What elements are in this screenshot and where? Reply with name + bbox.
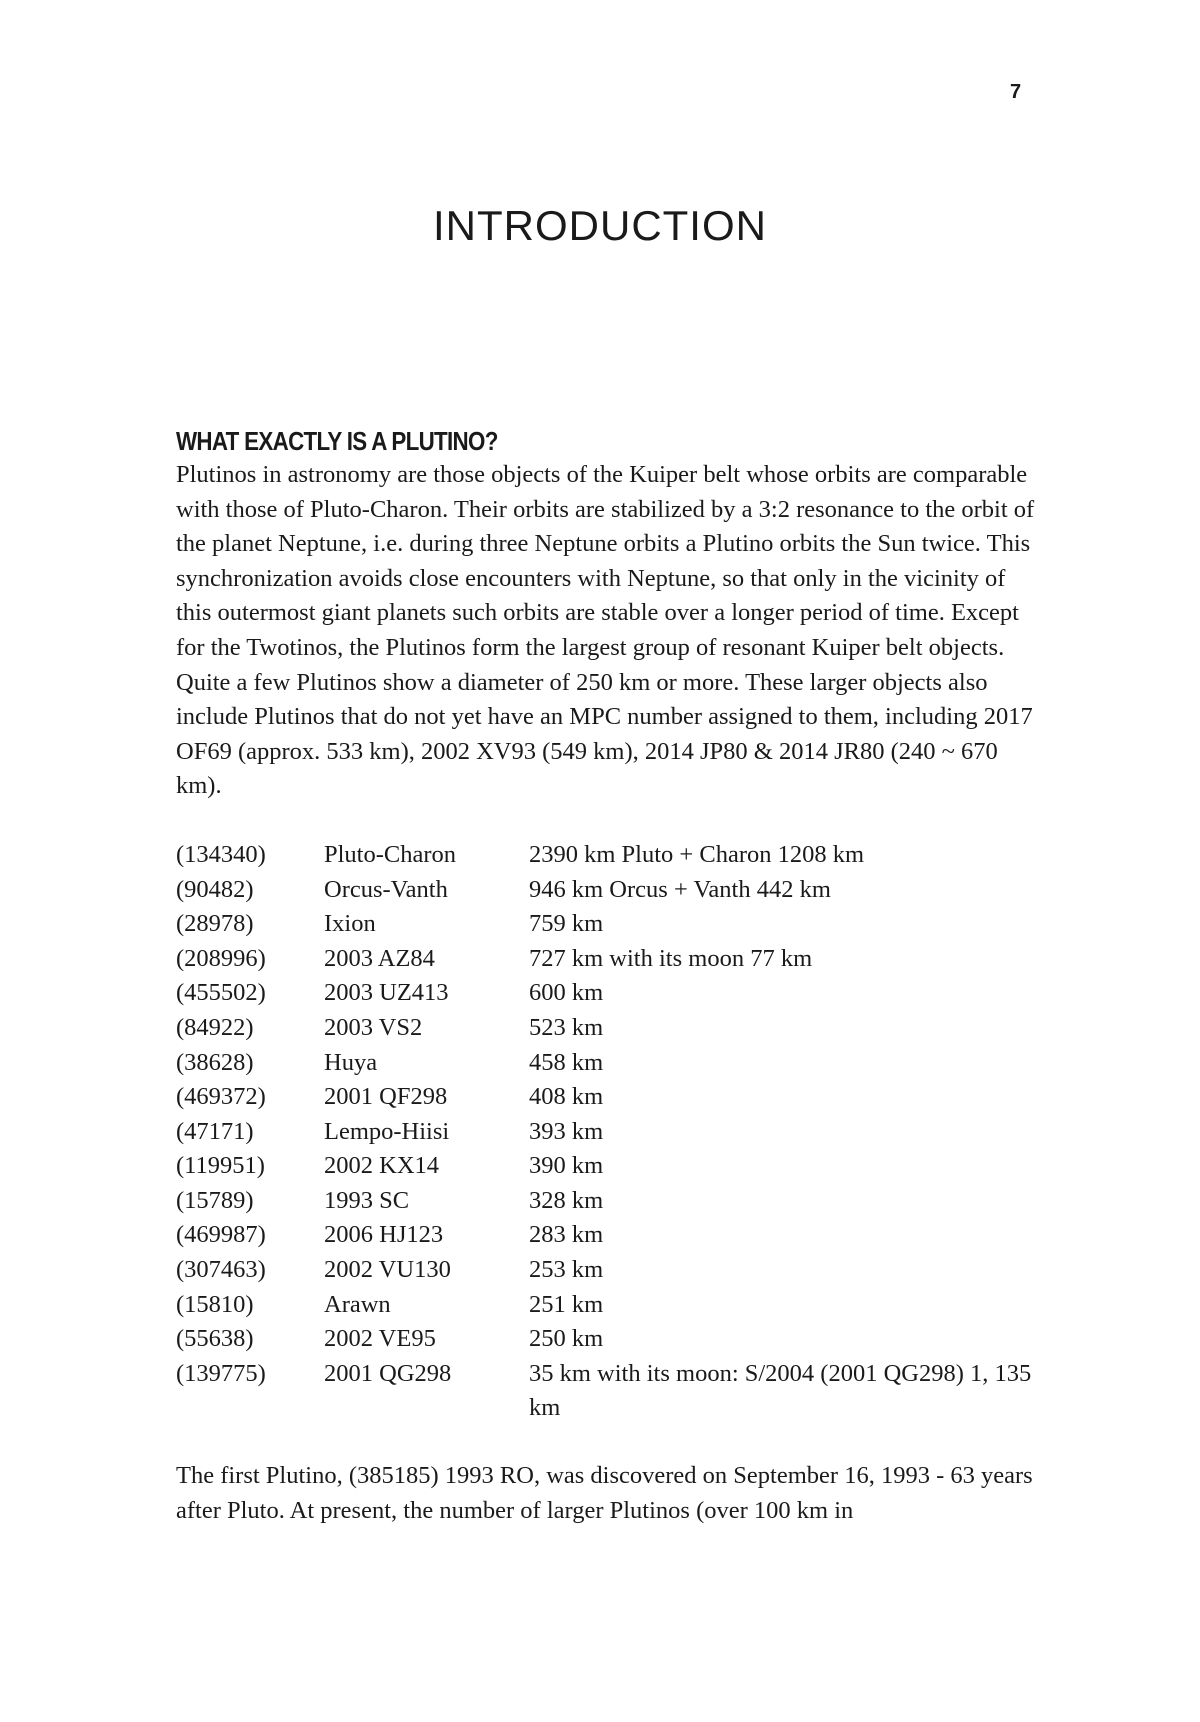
object-name: 2001 QF298 xyxy=(324,1083,448,1111)
object-name: Pluto-Charon xyxy=(324,840,457,868)
object-number: (90482) xyxy=(176,875,254,903)
object-size: 35 km with its moon: S/2004 (2001 QG298) 1, 135 km xyxy=(529,1359,1032,1422)
table-row xyxy=(176,1011,1036,1046)
object-size: 251 km xyxy=(529,1290,604,1318)
object-size: 250 km xyxy=(529,1325,604,1353)
object-name: Orcus-Vanth xyxy=(324,875,448,903)
object-name: 2003 VS2 xyxy=(324,1013,423,1041)
table-row xyxy=(176,838,1036,873)
table-row xyxy=(176,942,1036,977)
object-size: 458 km xyxy=(529,1048,604,1076)
object-name: 2001 QG298 xyxy=(324,1359,452,1387)
object-number: (469372) xyxy=(176,1083,266,1111)
object-name: Arawn xyxy=(324,1290,391,1318)
object-name: 2002 VE95 xyxy=(324,1325,436,1353)
table-row xyxy=(176,1184,1036,1219)
table-row xyxy=(176,873,1036,908)
object-name: 2003 AZ84 xyxy=(324,944,435,972)
object-name: 2002 VU130 xyxy=(324,1256,451,1284)
object-size: 600 km xyxy=(529,979,604,1007)
table-row xyxy=(176,976,1036,1011)
table-row xyxy=(176,1218,1036,1253)
table-row xyxy=(176,1322,1036,1357)
object-number: (134340) xyxy=(176,840,266,868)
object-number: (55638) xyxy=(176,1325,254,1353)
object-number: (15810) xyxy=(176,1290,254,1318)
table-row xyxy=(176,1080,1036,1115)
object-name: 2002 KX14 xyxy=(324,1152,440,1180)
table-row xyxy=(176,1288,1036,1323)
table-row xyxy=(176,1357,1036,1426)
table-row xyxy=(176,1253,1036,1288)
table-row xyxy=(176,1149,1036,1184)
object-number: (28978) xyxy=(176,910,254,938)
object-number: (208996) xyxy=(176,944,266,972)
object-number: (119951) xyxy=(176,1152,265,1180)
object-number: (84922) xyxy=(176,1013,254,1041)
object-number: (38628) xyxy=(176,1048,254,1076)
object-size: 759 km xyxy=(529,910,604,938)
chapter-title: INTRODUCTION xyxy=(433,202,767,249)
object-name: 2003 UZ413 xyxy=(324,979,449,1007)
table-row xyxy=(176,907,1036,942)
object-name: Huya xyxy=(324,1048,378,1076)
object-size: 253 km xyxy=(529,1256,604,1284)
plutino-table xyxy=(176,838,1036,1426)
object-number: (47171) xyxy=(176,1117,254,1145)
page-number: 7 xyxy=(1010,81,1022,103)
object-size: 393 km xyxy=(529,1117,604,1145)
object-name: Ixion xyxy=(324,910,376,938)
table-row xyxy=(176,1046,1036,1081)
object-size: 523 km xyxy=(529,1013,604,1041)
object-size: 328 km xyxy=(529,1186,604,1214)
table-row xyxy=(176,1115,1036,1150)
main-content xyxy=(176,424,1036,1528)
object-number: (307463) xyxy=(176,1256,266,1284)
object-size: 408 km xyxy=(529,1083,604,1111)
object-name: Lempo-Hiisi xyxy=(324,1117,450,1145)
object-name: 1993 SC xyxy=(324,1186,410,1214)
discovery-paragraph: The first Plutino, (385185) 1993 RO, was discovered on September 16, 1993 - 63 years after Pluto. At present, the number of larger Plutinos (over 100 km in xyxy=(176,1462,1033,1524)
object-number: (455502) xyxy=(176,979,266,1007)
intro-paragraph: Plutinos in astronomy are those objects of the Kuiper belt whose orbits are comparable with those of Pluto-Charon. Their orbits are stabilized by a 3:2 resonance to the orbit of the planet Neptune, i.e. during three Neptune orbits a Plutino orbits the Sun twice. This synchronization avoids close encounters with Neptune, so that only in the vicinity of this outermost giant planets such orbits are stable over a longer period of time. Except for the Twotinos, the Plutinos form the largest group of resonant Kuiper belt objects. Quite a few Plutinos show a diameter of 250 km or more. These larger objects also include Plutinos that do not yet have an MPC number assigned to them, including 2017 OF69 (approx. 533 km), 2002 XV93 (549 km), 2014 JP80 & 2014 JR80 (240 ~ 670 km). xyxy=(176,461,1035,800)
object-number: (15789) xyxy=(176,1186,254,1214)
object-size: 946 km Orcus + Vanth 442 km xyxy=(529,875,831,903)
object-number: (469987) xyxy=(176,1221,266,1249)
section-heading: WHAT EXACTLY IS A PLUTINO? xyxy=(176,426,498,456)
object-size: 2390 km Pluto + Charon 1208 km xyxy=(529,840,865,868)
object-size: 727 km with its moon 77 km xyxy=(529,944,813,972)
object-size: 390 km xyxy=(529,1152,604,1180)
object-name: 2006 HJ123 xyxy=(324,1221,444,1249)
object-size: 283 km xyxy=(529,1221,604,1249)
object-number: (139775) xyxy=(176,1359,266,1387)
